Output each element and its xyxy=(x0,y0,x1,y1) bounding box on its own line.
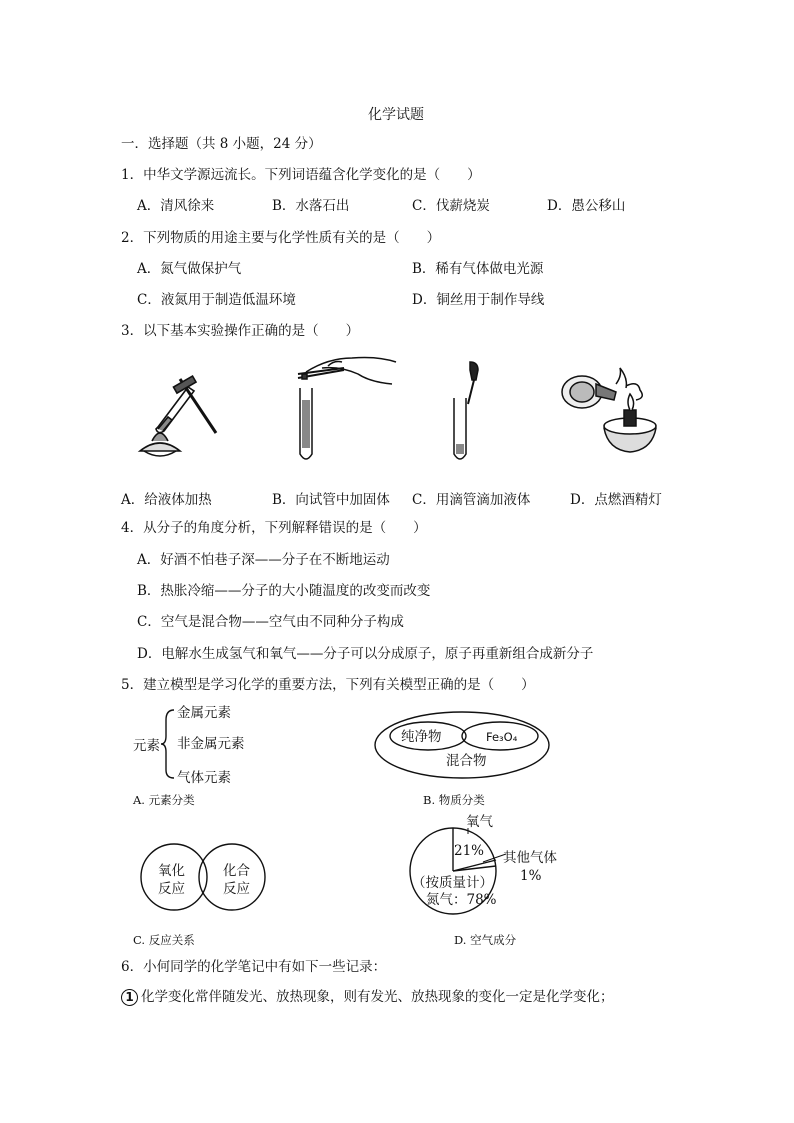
q3-option-b[interactable]: B．向试管中加固体 xyxy=(272,492,390,508)
figc-caption: C. 反应关系 xyxy=(133,933,195,947)
question-4-stem: 4．从分子的角度分析，下列解释错误的是（ ） xyxy=(121,520,427,536)
q2-option-a[interactable]: A．氮气做保护气 xyxy=(137,261,242,277)
figd-oxygen-label: 氧气 xyxy=(466,814,493,830)
question-3-stem: 3．以下基本实验操作正确的是（ ） xyxy=(121,323,360,339)
figd-caption: D. 空气成分 xyxy=(454,933,517,947)
figb-pure-label: 纯净物 xyxy=(401,729,442,745)
figa-item-metal: 金属元素 xyxy=(177,705,231,721)
figa-item-nonmetal: 非金属元素 xyxy=(177,736,245,752)
figa-caption: A. 元素分类 xyxy=(133,793,195,807)
figc-combination-2: 反应 xyxy=(223,881,250,897)
q2-option-c[interactable]: C．液氮用于制造低温环境 xyxy=(137,292,296,308)
figb-caption: B. 物质分类 xyxy=(423,793,485,807)
figd-nitrogen-label: 氮气：78% xyxy=(426,892,497,908)
page-title: 化学试题 xyxy=(368,107,424,123)
figb-fe3o4-label: Fe₃O₄ xyxy=(486,730,518,744)
q1-option-c[interactable]: C．伐薪烧炭 xyxy=(412,198,490,214)
q4-option-b[interactable]: B．热胀冷缩——分子的大小随温度的改变而改变 xyxy=(137,583,431,599)
figc-combination-1: 化合 xyxy=(223,863,250,879)
q4-option-a[interactable]: A．好酒不怕巷子深——分子在不断地运动 xyxy=(137,552,390,568)
section-heading: 一．选择题（共 8 小题，24 分） xyxy=(121,136,322,152)
question-2-stem: 2．下列物质的用途主要与化学性质有关的是（ ） xyxy=(121,230,441,246)
figc-oxidation-1: 氧化 xyxy=(158,863,185,879)
adding-solid-illustration xyxy=(288,348,408,468)
q1-option-b[interactable]: B．水落石出 xyxy=(272,198,350,214)
figd-other-pct: 1% xyxy=(520,868,542,884)
figd-other-label: 其他气体 xyxy=(503,850,557,866)
q3-option-d[interactable]: D．点燃酒精灯 xyxy=(570,492,662,508)
dropper-illustration xyxy=(440,358,500,468)
q4-option-c[interactable]: C．空气是混合物——空气由不同种分子构成 xyxy=(137,614,404,630)
q1-option-a[interactable]: A．清风徐来 xyxy=(137,198,215,214)
figa-item-gas: 气体元素 xyxy=(177,770,231,786)
figa-root-label: 元素 xyxy=(133,738,160,754)
lighting-lamp-illustration xyxy=(556,362,666,462)
figd-oxygen-pct: 21% xyxy=(454,843,485,859)
q2-option-d[interactable]: D．铜丝用于制作导线 xyxy=(412,292,545,308)
figb-mixture-label: 混合物 xyxy=(446,753,487,769)
q3-option-c[interactable]: C．用滴管滴加液体 xyxy=(412,492,531,508)
q3-option-a[interactable]: A．给液体加热 xyxy=(121,492,212,508)
question-6-stem: 6．小何同学的化学笔记中有如下一些记录： xyxy=(121,959,387,975)
question-5-stem: 5．建立模型是学习化学的重要方法，下列有关模型正确的是（ ） xyxy=(121,677,535,693)
q6-item-1 xyxy=(121,988,614,1006)
figd-basis-label: （按质量计） xyxy=(412,875,493,891)
q4-option-d[interactable]: D．电解水生成氢气和氧气——分子可以分成原子，原子再重新组合成新分子 xyxy=(137,646,594,662)
question-1-stem: 1．中华文学源远流长。下列词语蕴含化学变化的是（ ） xyxy=(121,167,481,183)
q2-option-b[interactable]: B．稀有气体做电光源 xyxy=(412,261,544,277)
heating-liquid-illustration xyxy=(130,365,230,465)
q6-item-1-text: 化学变化常伴随发光、放热现象，则有发光、放热现象的变化一定是化学变化； xyxy=(141,989,614,1005)
q1-option-d[interactable]: D．愚公移山 xyxy=(547,198,626,214)
figc-oxidation-2: 反应 xyxy=(158,881,185,897)
circled-number-1: 1 xyxy=(121,989,138,1006)
